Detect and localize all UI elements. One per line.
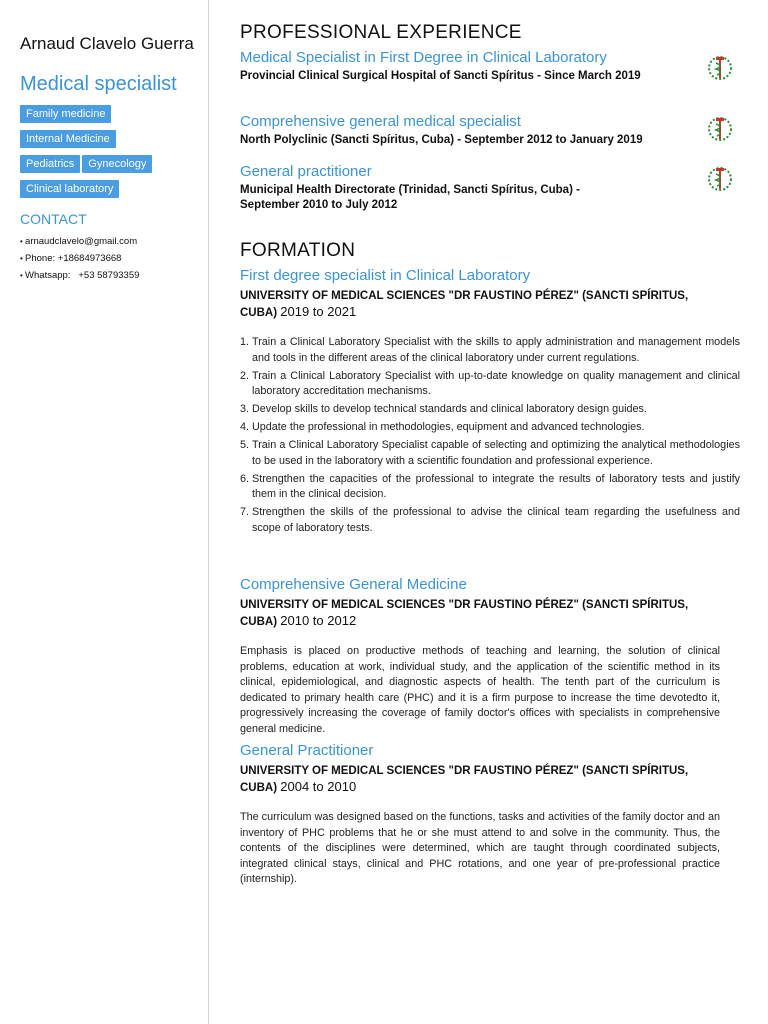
formation-years: 2019 to 2021 [280, 304, 357, 319]
experience-role: General practitioner [240, 163, 372, 180]
experience-role: Medical Specialist in First Degree in Clinical Laboratory [240, 49, 607, 66]
formation-item [240, 575, 720, 737]
contact-whatsapp[interactable]: • Whatsapp: +53 58793359 [20, 267, 139, 284]
formation-institution [240, 597, 720, 630]
institution-name: UNIVERSITY OF MEDICAL SCIENCES "DR FAUSTINO PÉREZ" (SANCTI SPÍRITUS, CUBA) [240, 599, 689, 628]
formation-degree: General Practitioner [240, 742, 374, 759]
tag-internal-medicine: Internal Medicine [20, 130, 116, 148]
tag-family-medicine: Family medicine [20, 105, 111, 123]
person-name: Arnaud Clavelo Guerra [20, 34, 194, 53]
goal-item: 2. Train a Clinical Laboratory Specialist with up-to-date knowledge on quality management and clinical laboratory accreditation mechanisms. [252, 369, 740, 400]
contact-title: CONTACT [20, 211, 87, 227]
tag-clinical-laboratory: Clinical laboratory [20, 180, 119, 198]
experience-role: Comprehensive general medical specialist [240, 113, 521, 130]
medical-emblem-icon [705, 113, 735, 143]
goal-item: 6. Strengthen the capacities of the professional to integrate the results of laboratory tests and justify them in the clinical decision. [252, 472, 740, 503]
contact-email[interactable]: • arnaudclavelo@gmail.com [20, 233, 139, 250]
formation-description: The curriculum was designed based on the functions, tasks and activities of the family doctor and an inventory of PHC problems that he or she must attend to and solve in the community. Thus, the contents of the disciplines were determined, which are taught through coordinated subjects, integrated clinical stays, clinical and PHC rotations, and one year of pre-professional practice (internship). [240, 811, 720, 885]
skill-tags [20, 104, 200, 204]
formation-description: Emphasis is placed on productive methods of teaching and learning, the solution of clinical problems, education at work, individual study, and the application of the scientific method in its clinical, epidemiological, and diagnostic aspects of health. The tenth part of the curriculum is dedicated to primary health care (PHC) and it is a firm purpose to increase the time devotedto it, progressively increasing the coverage of family doctor's offices with specialists in comprehensive general medicine. [240, 645, 720, 735]
headline: Medical specialist [20, 73, 177, 95]
experience-item [240, 48, 745, 84]
formation-title: FORMATION [240, 240, 356, 261]
formation-degree: First degree specialist in Clinical Laboratory [240, 267, 531, 284]
medical-emblem-icon [705, 163, 735, 193]
formation-years: 2010 to 2012 [280, 613, 357, 628]
contact-phone[interactable]: • Phone: +18684973668 [20, 250, 139, 267]
experience-item [240, 112, 745, 148]
formation-institution [240, 763, 720, 796]
formation-item [240, 266, 740, 539]
goal-item: 3. Develop skills to develop technical standards and clinical laboratory design guides. [252, 402, 740, 418]
goal-item: 7. Strengthen the skills of the professional to advise the clinical team regarding the usefulness and scope of laboratory tests. [252, 505, 740, 536]
experience-detail: Municipal Health Directorate (Trinidad, Sancti Spíritus, Cuba) - September 2010 to July 2012 [240, 184, 580, 211]
formation-years: 2004 to 2010 [280, 779, 357, 794]
goal-item: 5. Train a Clinical Laboratory Specialist capable of selecting and optimizing the analytical methodologies to be used in the laboratory with a scientific foundation and professional experience. [252, 438, 740, 469]
goal-item: 1. Train a Clinical Laboratory Specialist with the skills to apply administration and management models and tools in the different areas of the clinical laboratory under current regulations. [252, 335, 740, 366]
experience-item [240, 162, 745, 213]
experience-detail: Provincial Clinical Surgical Hospital of Sancti Spíritus - Since March 2019 [240, 70, 641, 82]
goals-list [240, 335, 740, 536]
experience-title: PROFESSIONAL EXPERIENCE [240, 22, 522, 43]
contact-list [20, 233, 139, 284]
sidebar [0, 0, 209, 1024]
formation-institution [240, 288, 720, 321]
tag-pediatrics: Pediatrics [20, 155, 80, 173]
institution-name: UNIVERSITY OF MEDICAL SCIENCES "DR FAUSTINO PÉREZ" (SANCTI SPÍRITUS, CUBA) [240, 765, 689, 794]
medical-emblem-icon [705, 52, 735, 82]
goal-item: 4. Update the professional in methodologies, equipment and advanced technologies. [252, 420, 740, 436]
formation-degree: Comprehensive General Medicine [240, 576, 467, 593]
experience-detail: North Polyclinic (Sancti Spíritus, Cuba) - September 2012 to January 2019 [240, 134, 643, 146]
institution-name: UNIVERSITY OF MEDICAL SCIENCES "DR FAUSTINO PÉREZ" (SANCTI SPÍRITUS, CUBA) [240, 290, 689, 319]
formation-item [240, 741, 720, 888]
tag-gynecology: Gynecology [82, 155, 152, 173]
